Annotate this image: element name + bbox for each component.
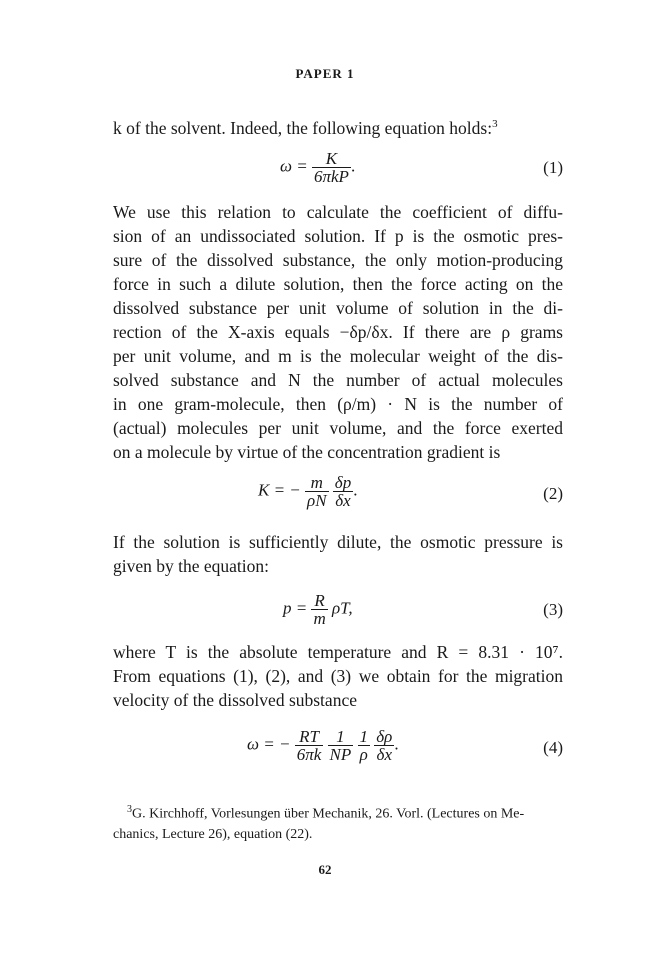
eq2-fraction-1: $\frac{m}{\rho N}$ [307, 473, 327, 510]
paragraph-migration [113, 640, 563, 712]
text-line: sure of the dissolved substance, the only motion-producing [113, 250, 563, 270]
footnote-mark: 3 [127, 804, 132, 815]
paragraph-intro [113, 112, 563, 140]
equation-3 [0, 592, 650, 636]
eq4-fraction-3: $\frac{1}{\rho}$ [359, 727, 368, 764]
eq4-fraction-4: $\frac{\delta\rho}{\delta x}$ [376, 727, 393, 764]
eq4-fraction-1: $\frac{RT}{6\pi k}$ [296, 727, 322, 764]
eq2-label: (2) [543, 484, 563, 503]
eq1-end: . [350, 156, 356, 176]
footnote-ref: 3 [492, 118, 498, 130]
footnote [113, 800, 563, 845]
eq4-end: . [394, 734, 399, 754]
eq4-label: (4) [543, 738, 563, 757]
eq3-label: (3) [543, 600, 563, 619]
text-line: sion of an undissociated solution. If p is the osmotic pres- [113, 226, 563, 246]
page-number: 62 [318, 862, 332, 877]
eq1-label: (1) [543, 158, 563, 177]
text-line: rection of the X-axis equals −δp/δx. If there are ρ grams [113, 322, 563, 342]
text-line: solved substance and N the number of actual molecules [113, 370, 563, 390]
equation-4 [0, 728, 650, 772]
running-header: PAPER 1 [295, 66, 355, 81]
text-line: per unit volume, and m is the molecular weight of the dis- [113, 346, 563, 366]
text-line: where T is the absolute temperature and R = 8.31 · 10⁷. [113, 642, 563, 662]
text-line: force in such a dilute solution, then the force acting on the [113, 274, 563, 294]
text-line: on a molecule by virtue of the concentration gradient is [113, 442, 501, 462]
eq1-numerator: K [312, 150, 351, 168]
intro-text: k of the solvent. Indeed, the following equation holds: [113, 117, 493, 138]
eq4-fraction-2: $\frac{1}{NP}$ [329, 727, 352, 764]
text-line: From equations (1), (2), and (3) we obtain for the migration [113, 666, 563, 686]
text-line: velocity of the dissolved substance [113, 690, 357, 710]
eq1-denominator: 6πkP [313, 167, 349, 186]
equation-1 [0, 150, 650, 194]
footnote-line: chanics, Lecture 26), equation (22). [113, 826, 313, 842]
footnote-line: $^3$G. Kirchhoff, Vorlesungen über Mechanik, 26. Vorl. (Lectures on Me- [127, 804, 525, 822]
equation-2 [0, 474, 650, 518]
eq3-fraction: $\frac{R}{m}$ [313, 591, 326, 628]
text-line: dissolved substance per unit volume of solution in the di- [113, 298, 563, 318]
paragraph-osmotic [113, 530, 563, 578]
text-line: (actual) molecules per unit volume, and the force exerted [113, 418, 563, 438]
eq3-rhs: ρT, [332, 598, 353, 618]
text-line: If the solution is sufficiently dilute, the osmotic pressure is [113, 532, 563, 552]
text-line: in one gram-molecule, then (ρ/m) · N is the number of [113, 394, 563, 414]
eq2-fraction-2: $\frac{\delta p}{\delta x}$ [334, 473, 352, 510]
eq1-lhs: ω = [280, 156, 308, 176]
paragraph-diffusion [113, 200, 563, 464]
eq2-end: . [353, 480, 358, 500]
eq3-lhs: p = [283, 598, 308, 618]
eq2-lhs: K = − [258, 480, 301, 500]
text-line: given by the equation: [113, 556, 270, 576]
text-line: We use this relation to calculate the coefficient of diffu- [113, 202, 563, 222]
eq4-lhs: ω = − [247, 734, 291, 754]
eq1-fraction [312, 150, 351, 185]
